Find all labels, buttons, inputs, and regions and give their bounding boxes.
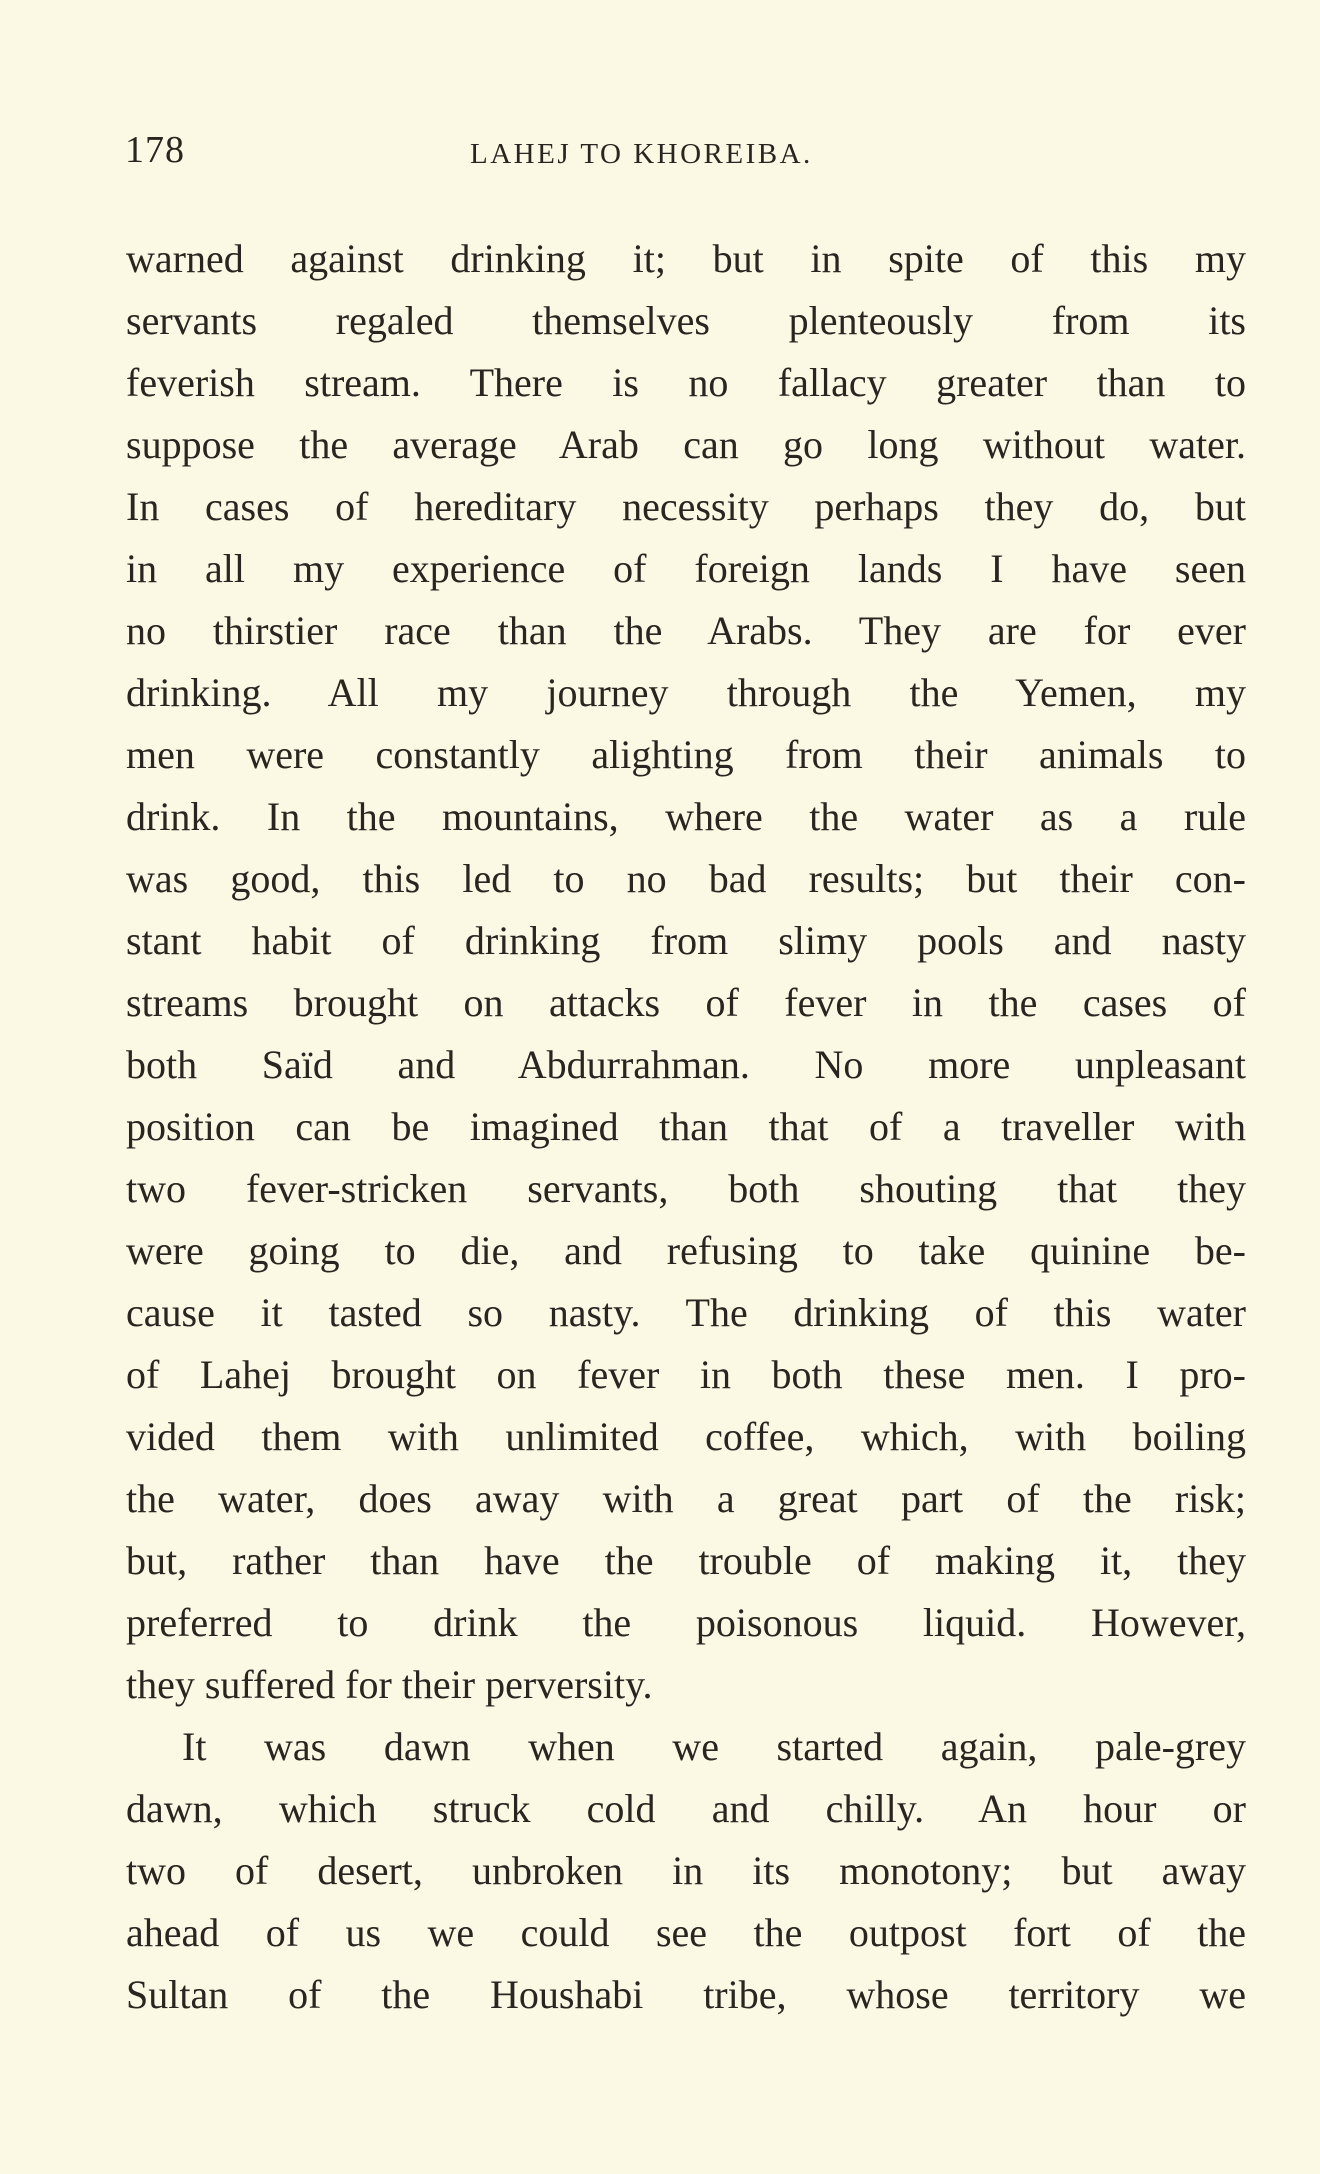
text-line: both Saïd and Abdurrahman. No more unpleasant [126,1042,1246,1087]
text-line: men were constantly alighting from their animals to [126,732,1246,777]
text-line: suppose the average Arab can go long without water. [126,422,1246,467]
text-line: in all my experience of foreign lands I have seen [126,546,1246,591]
text-line: drinking. All my journey through the Yemen, my [126,670,1246,715]
text-line: was good, this led to no bad results; but their con- [126,856,1246,901]
text-line: the water, does away with a great part of the risk; [126,1476,1246,1521]
body-text [126,228,1246,2026]
text-line: In cases of hereditary necessity perhaps they do, but [126,484,1246,529]
paragraph [126,1716,1246,2026]
text-line: Sultan of the Houshabi tribe, whose territory we [126,1972,1246,2017]
text-line: were going to die, and refusing to take quinine be- [126,1228,1246,1273]
text-line: but, rather than have the trouble of making it, they [126,1538,1246,1583]
text-line: streams brought on attacks of fever in the cases of [126,980,1246,1025]
running-title: LAHEJ TO KHOREIBA. [470,138,813,170]
text-line: It was dawn when we started again, pale-grey [182,1724,1246,1769]
text-line: two of desert, unbroken in its monotony; but away [126,1848,1246,1893]
text-line: position can be imagined than that of a traveller with [126,1104,1246,1149]
text-line: cause it tasted so nasty. The drinking of this water [126,1290,1246,1335]
text-line: feverish stream. There is no fallacy greater than to [126,360,1246,405]
text-line: vided them with unlimited coffee, which, with boiling [126,1414,1246,1459]
text-line: dawn, which struck cold and chilly. An hour or [126,1786,1246,1831]
text-line: warned against drinking it; but in spite of this my [126,236,1246,281]
text-line: of Lahej brought on fever in both these men. I pro- [126,1352,1246,1397]
text-line: two fever-stricken servants, both shouting that they [126,1166,1246,1211]
text-line: ahead of us we could see the outpost fort of the [126,1910,1246,1955]
text-line: drink. In the mountains, where the water as a rule [126,794,1246,839]
text-line: no thirstier race than the Arabs. They are for ever [126,608,1246,653]
text-line: stant habit of drinking from slimy pools and nasty [126,918,1246,963]
text-line: they suffered for their perversity. [126,1662,653,1707]
paragraph [126,228,1246,1716]
page-number: 178 [125,129,185,171]
page-header [125,128,1245,178]
text-line: preferred to drink the poisonous liquid. However, [126,1600,1246,1645]
text-line: servants regaled themselves plenteously from its [126,298,1246,343]
